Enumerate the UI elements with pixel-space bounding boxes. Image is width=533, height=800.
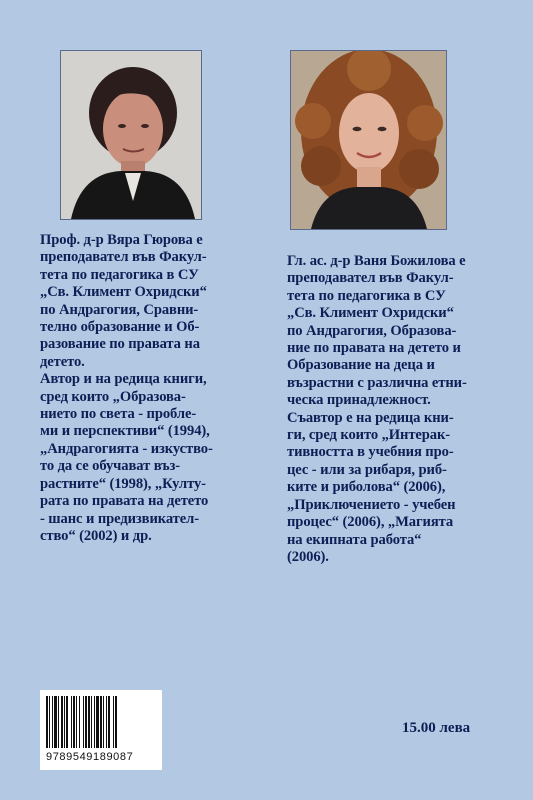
barcode-bar bbox=[117, 696, 118, 748]
bio-line: процес“ (2006), „Магията bbox=[287, 514, 454, 531]
bio-line: преподавател във Факул- bbox=[287, 270, 454, 287]
bio-line: рата по правата на детето bbox=[40, 493, 209, 510]
bio-line: растните“ (1998), „Култу- bbox=[40, 475, 206, 492]
bio-line: ство“ (2002) и др. bbox=[40, 527, 152, 544]
bio-line: телно образование и Об- bbox=[40, 319, 200, 336]
portrait-young-woman-icon bbox=[291, 51, 446, 229]
author-bio-left bbox=[40, 232, 272, 545]
bio-line: по Андрагогия, Сравни- bbox=[40, 301, 199, 318]
bio-line: „Св. Климент Охридски“ bbox=[40, 284, 207, 301]
bio-line: детето. bbox=[40, 353, 85, 370]
bio-line: „Андрагогията - изкуство- bbox=[40, 440, 213, 457]
author-photo-left bbox=[60, 50, 202, 220]
bio-line: възрастни с различна етни- bbox=[287, 374, 467, 391]
bio-line: „Св. Климент Охридски“ bbox=[287, 305, 454, 322]
bio-line: ми и перспективи“ (1994), bbox=[40, 423, 210, 440]
bio-line: тета по педагогика в СУ bbox=[40, 266, 199, 283]
bio-line: (2006). bbox=[287, 548, 329, 565]
bio-line: ческа принадлежност. bbox=[287, 392, 431, 409]
isbn-barcode bbox=[40, 690, 162, 770]
bio-line: то да се обучават въз- bbox=[40, 458, 181, 475]
barcode-bars bbox=[46, 696, 156, 748]
bio-line: по Андрагогия, Образова- bbox=[287, 322, 457, 339]
bio-line: сред които „Образова- bbox=[40, 388, 186, 405]
price-label: 15.00 лева bbox=[402, 720, 471, 736]
bio-line: „Приключението - учебен bbox=[287, 496, 456, 513]
portrait-older-woman-icon bbox=[61, 51, 201, 219]
bio-line: преподавател във Факул- bbox=[40, 249, 207, 266]
bio-line: - шанс и предизвикател- bbox=[40, 510, 199, 527]
bio-line: Гл. ас. д-р Ваня Божилова е bbox=[287, 253, 466, 269]
bio-line: на екипната работа“ bbox=[287, 531, 422, 548]
bio-line: тета по педагогика в СУ bbox=[287, 287, 446, 304]
bio-line: ките и риболова“ (2006), bbox=[287, 479, 446, 496]
bio-line: ги, сред които „Интерак- bbox=[287, 427, 451, 444]
bio-line: нието по света - пробле- bbox=[40, 406, 197, 423]
bio-line: Съавтор е на редица кни- bbox=[287, 409, 454, 426]
bio-line: ние по правата на детето и bbox=[287, 340, 461, 357]
bio-line: разование по правата на bbox=[40, 336, 200, 353]
author-photo-right bbox=[290, 50, 447, 230]
bio-line: тивността в учебния про- bbox=[287, 444, 454, 461]
bio-line: Автор и на редица книги, bbox=[40, 371, 207, 388]
isbn-number: 9789549189087 bbox=[46, 751, 134, 763]
author-bio-right bbox=[287, 253, 509, 566]
bio-line: Проф. д-р Вяра Гюрова е bbox=[40, 232, 203, 248]
bio-line: Образование на деца и bbox=[287, 357, 435, 374]
bio-line: цес - или за рибаря, риб- bbox=[287, 461, 447, 478]
